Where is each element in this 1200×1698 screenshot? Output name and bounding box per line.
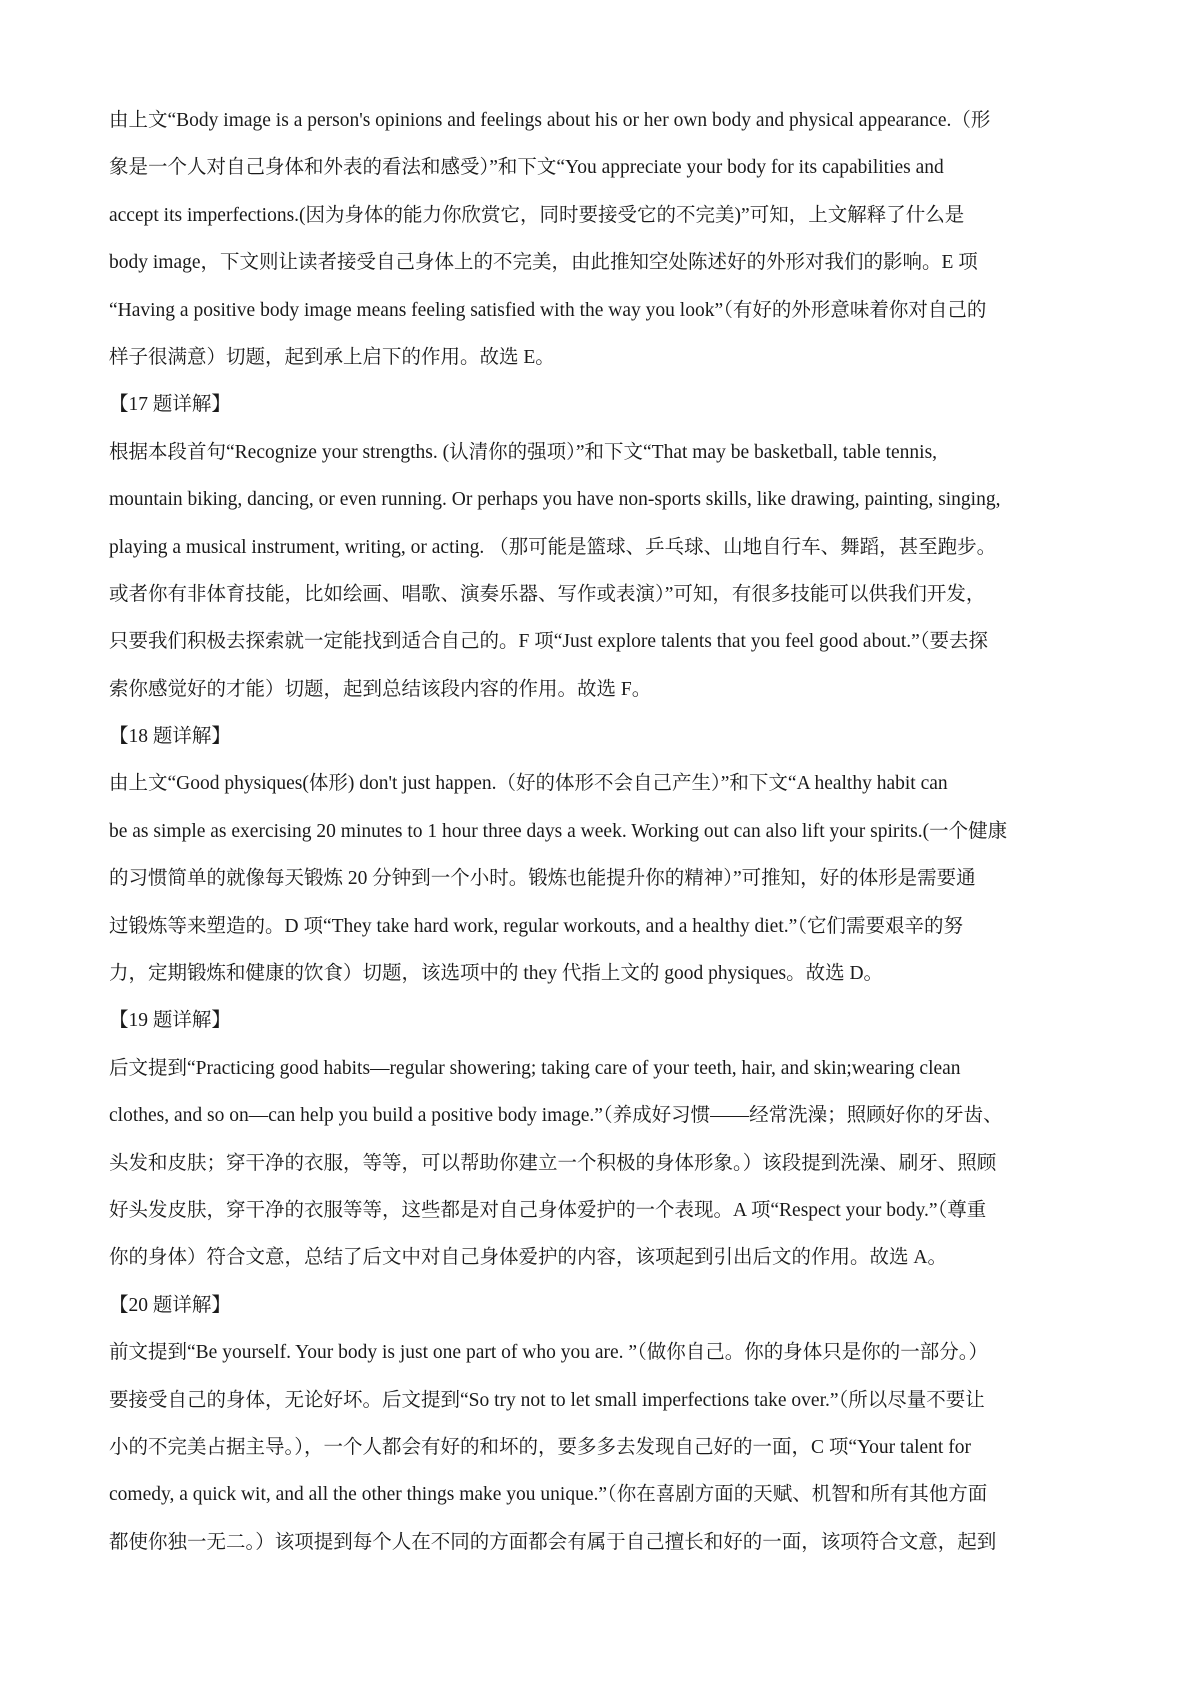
text-line: 或者你有非体育技能，比如绘画、唱歌、演奏乐器、写作或表演）”可知，有很多技能可以供我们开发， (109, 583, 986, 605)
section-heading: 【17 题详解】 (109, 394, 231, 416)
text-line: accept its imperfections.(因为身体的能力你欣赏它，同时要接受它的不完美)”可知，上文解释了什么是 (109, 204, 965, 226)
text-line: clothes, and so on—can help you build a positive body image.”（养成好习惯——经常洗澡；照顾好你的牙齿、 (109, 1105, 1003, 1127)
text-line: 索你感觉好的才能）切题，起到总结该段内容的作用。故选 F。 (109, 678, 652, 700)
text-line: “Having a positive body image means feeling satisfied with the way you look”（有好的外形意味着你对自己的 (109, 299, 987, 321)
text-line: 由上文“Good physiques(体形) don't just happen.（好的体形不会自己产生）”和下文“A healthy habit can (109, 773, 948, 795)
document-body (109, 97, 1108, 1566)
text-line: body image，下文则让读者接受自己身体上的不完美，由此推知空处陈述好的外形对我们的影响。E 项 (109, 252, 978, 274)
text-line: 样子很满意）切题，起到承上启下的作用。故选 E。 (109, 346, 555, 368)
text-line: 后文提到“Practicing good habits—regular showering; taking care of your teeth, hair, and skin;wearing clean (109, 1057, 961, 1079)
text-line: 都使你独一无二。）该项提到每个人在不同的方面都会有属于自己擅长和好的一面，该项符合文意，起到 (109, 1531, 997, 1553)
text-line: 要接受自己的身体，无论好坏。后文提到“So try not to let small imperfections take over.”（所以尽量不要让 (109, 1389, 985, 1411)
text-line: 的习惯简单的就像每天锻炼 20 分钟到一个小时。锻炼也能提升你的精神）”可推知，好的体形是需要通 (109, 868, 976, 890)
text-line: comedy, a quick wit, and all the other things make you unique.”（你在喜剧方面的天赋、机智和所有其他方面 (109, 1484, 988, 1506)
text-line: be as simple as exercising 20 minutes to 1 hour three days a week. Working out can also lift your spirits.(一个健康 (109, 820, 1008, 842)
text-line: 只要我们积极去探索就一定能找到适合自己的。F 项“Just explore talents that you feel good about.”（要去探 (109, 631, 989, 653)
section-heading: 【20 题详解】 (109, 1294, 231, 1316)
text-line: 头发和皮肤；穿干净的衣服，等等，可以帮助你建立一个积极的身体形象。）该段提到洗澡、刷牙、照顾 (109, 1152, 997, 1174)
text-line: 力，定期锻炼和健康的饮食）切题，该选项中的 they 代指上文的 good physiques。故选 D。 (109, 963, 884, 985)
text-line: 过锻炼等来塑造的。D 项“They take hard work, regular workouts, and a healthy diet.”（它们需要艰辛的努 (109, 915, 964, 937)
section-heading: 【19 题详解】 (109, 1010, 231, 1032)
text-line: 根据本段首句“Recognize your strengths. (认清你的强项）”和下文“That may be basketball, table tennis, (109, 441, 938, 463)
text-line: mountain biking, dancing, or even running. Or perhaps you have non-sports skills, like drawing, painting, singing, (109, 489, 1001, 511)
text-line: 象是一个人对自己身体和外表的看法和感受）”和下文“You appreciate your body for its capabilities and (109, 157, 944, 179)
text-line: playing a musical instrument, writing, or acting. （那可能是篮球、乒乓球、山地自行车、舞蹈，甚至跑步。 (109, 536, 997, 558)
text-line: 好头发皮肤，穿干净的衣服等等，这些都是对自己身体爱护的一个表现。A 项“Respect your body.”（尊重 (109, 1199, 987, 1221)
section-heading: 【18 题详解】 (109, 726, 231, 748)
text-line: 小的不完美占据主导。），一个人都会有好的和坏的，要多多去发现自己好的一面，C 项“Your talent for (109, 1436, 971, 1458)
text-line: 由上文“Body image is a person's opinions and feelings about his or her own body and physical appearance.（形 (109, 110, 991, 131)
text-line: 前文提到“Be yourself. Your body is just one part of who you are. ”（做你自己。你的身体只是你的一部分。） (109, 1342, 989, 1364)
text-line: 你的身体）符合文意，总结了后文中对自己身体爱护的内容，该项起到引出后文的作用。故选 A。 (109, 1247, 947, 1269)
